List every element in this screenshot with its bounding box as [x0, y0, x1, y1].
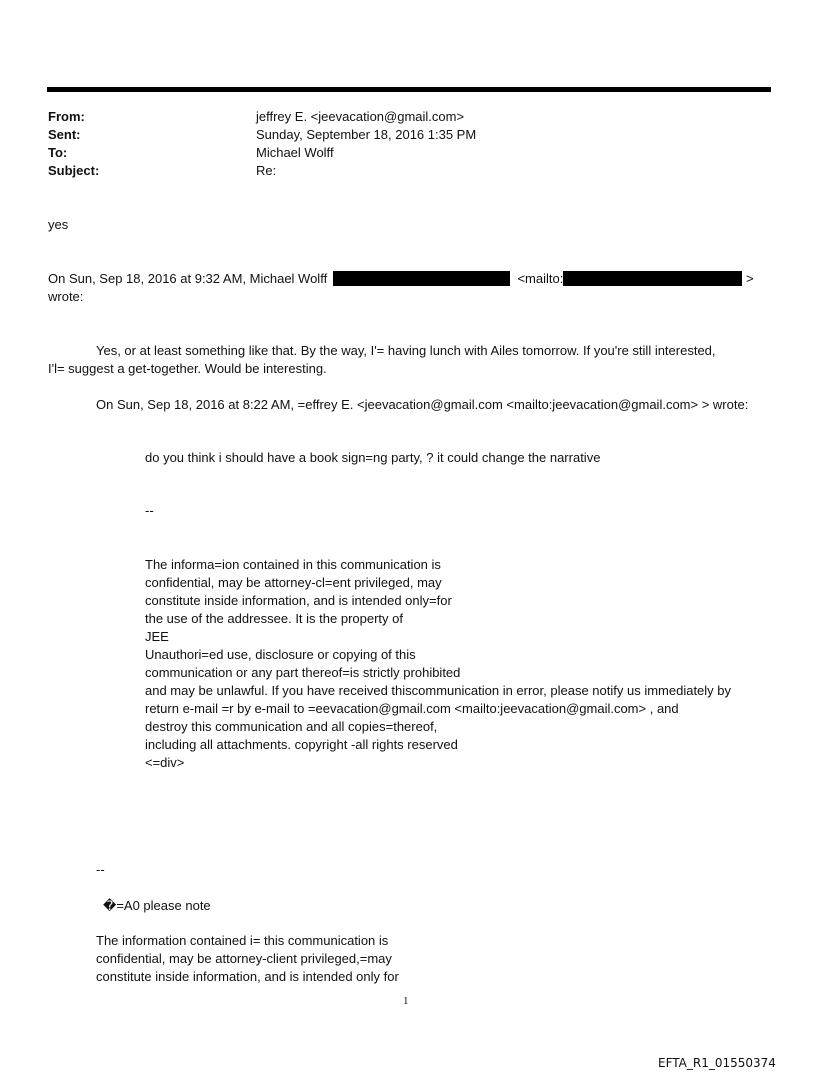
reply-text: yes — [48, 217, 69, 232]
subject-label: Subject: — [48, 163, 100, 178]
to-label: To: — [48, 145, 68, 160]
disclaimer-line: and may be unlawful. If you have received thiscommunication in error, please notify us immediately by — [145, 683, 732, 698]
disclaimer-line: destroy this communication and all copies=thereof, — [145, 719, 438, 734]
disclaimer-line: The informa=ion contained in this communication is — [145, 557, 441, 572]
page-number: 1 — [403, 995, 409, 1007]
subject-row — [48, 162, 476, 180]
header-rule — [47, 87, 771, 92]
quote1-attribution — [48, 270, 754, 288]
disclaimer-line: return e-mail =r by e-mail to =eevacation@gmail.com <mailto:jeevacation@gmail.com> , and — [145, 701, 679, 716]
to-value: Michael Wolff — [256, 145, 334, 160]
footer-line: confidential, may be attorney-client privileged,=may — [96, 951, 392, 966]
from-value: jeffrey E. <jeevacation@gmail.com> — [256, 109, 465, 124]
quote1-attr-text: On Sun, Sep 18, 2016 at 9:32 AM, Michael Wolff — [48, 271, 328, 286]
sent-row — [48, 126, 476, 144]
mailto-prefix: <mailto: — [517, 271, 564, 286]
disclaimer-line: constitute inside information, and is intended only=for — [145, 593, 452, 608]
disclaimer-line: communication or any part thereof=is strictly prohibited — [145, 665, 461, 680]
signature-separator-2: -- — [96, 862, 105, 877]
disclaimer-line: <=div> — [145, 755, 185, 770]
redaction-box — [563, 271, 742, 286]
quote1-line: I'l= suggest a get-together. Would be interesting. — [48, 361, 327, 376]
sent-label: Sent: — [48, 127, 81, 142]
disclaimer-line: including all attachments. copyright -all rights reserved — [145, 737, 458, 752]
footer-line: constitute inside information, and is intended only for — [96, 969, 399, 984]
disclaimer-line: JEE — [145, 629, 169, 644]
to-row — [48, 144, 476, 162]
redaction-box — [333, 271, 510, 286]
sent-value: Sunday, September 18, 2016 1:35 PM — [256, 127, 477, 142]
disclaimer-block — [145, 556, 731, 772]
mailto-suffix: > — [745, 271, 754, 286]
disclaimer-line: Unauthori=ed use, disclosure or copying of this — [145, 647, 416, 662]
bates-number: EFTA_R1_01550374 — [658, 1056, 776, 1070]
quote1-line: Yes, or at least something like that. By the way, I'= having lunch with Ailes tomorrow. If you're still interested, — [96, 343, 716, 358]
email-header — [48, 108, 476, 180]
from-row — [48, 108, 476, 126]
quote2-text: do you think i should have a book sign=ng party, ? it could change the narrative — [145, 450, 601, 465]
disclaimer-line: the use of the addressee. It is the property of — [145, 611, 403, 626]
from-label: From: — [48, 109, 85, 124]
footer-disclaimer — [96, 932, 399, 986]
quote2-attribution: On Sun, Sep 18, 2016 at 8:22 AM, =effrey E. <jeevacation@gmail.com <mailto:jeevacation@gmail.com> > wrote: — [96, 397, 749, 412]
subject-value: Re: — [256, 163, 277, 178]
signature-separator: -- — [145, 503, 154, 518]
quote1-wrote: wrote: — [48, 289, 84, 304]
footer-line: The information contained i= this communication is — [96, 933, 389, 948]
disclaimer-line: confidential, may be attorney-cl=ent privileged, may — [145, 575, 442, 590]
please-note: �=A0 please note — [103, 898, 211, 913]
